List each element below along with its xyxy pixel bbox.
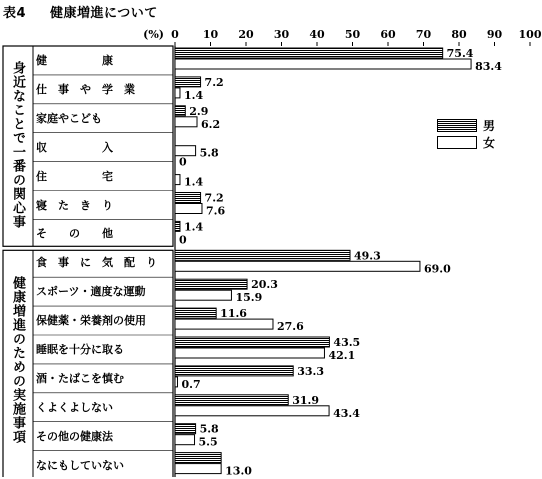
category-label: 仕 事 や 学 業	[36, 82, 135, 96]
tick-label: 80	[451, 28, 467, 41]
male-swatch	[437, 119, 477, 132]
data-label-male: 20.3	[251, 278, 278, 292]
data-label-male: 31.9	[292, 393, 320, 407]
data-label-female: 6.2	[201, 117, 221, 131]
data-label-female: 5.5	[198, 435, 218, 449]
bar-male	[175, 308, 216, 318]
bar-female	[175, 175, 180, 185]
bar-male	[175, 279, 247, 289]
data-label-female: 15.9	[235, 291, 263, 305]
legend	[437, 117, 495, 151]
chart-title: 健康増進について	[50, 6, 158, 21]
tick-label: 40	[309, 28, 325, 41]
data-label-male: 43.5	[333, 336, 361, 349]
category-label: そ の 他	[36, 227, 113, 241]
data-label-female: 83.4	[475, 60, 502, 73]
bar-female	[175, 319, 273, 329]
legend-female	[437, 134, 495, 151]
legend-male	[437, 117, 495, 134]
category-label: 睡眠を十分に取る	[36, 343, 124, 356]
group-label-concern: 身近なことで一番の関心事	[10, 61, 25, 229]
category-label: その他の健康法	[36, 429, 113, 443]
data-label-female: 43.4	[333, 406, 360, 420]
bar-male	[175, 424, 196, 434]
legend-male-label: 男	[483, 119, 496, 133]
tick-label: 20	[238, 28, 254, 41]
data-label-extra: 0	[179, 155, 187, 169]
tick-label: 100	[518, 28, 542, 41]
group-label-health-practices: 健康増進のための実施事項	[10, 276, 25, 444]
category-label: 寝 た き り	[36, 198, 113, 212]
bar-female	[175, 261, 420, 271]
data-label-female: 1.4	[183, 88, 204, 102]
bar-male	[175, 193, 201, 203]
bar-female	[175, 59, 471, 69]
bar-male	[175, 221, 180, 231]
category-label: なにもしていない	[36, 458, 124, 472]
bar-female	[175, 464, 221, 474]
category-label: 健 康	[36, 54, 113, 67]
tick-label: 50	[344, 28, 361, 41]
data-label-male: 1.4	[183, 220, 204, 234]
data-label-female: 0.7	[181, 377, 201, 391]
data-label-male: 49.3	[354, 249, 381, 263]
category-label: くよくよしない	[36, 400, 113, 414]
data-label-female: 69.0	[423, 262, 451, 276]
category-label: 家庭やこども	[36, 111, 102, 125]
category-label: スポーツ・適度な運動	[36, 285, 146, 299]
data-label-female: 7.6	[205, 204, 226, 218]
data-label-male: 7.2	[204, 191, 224, 205]
category-label: 収 入	[36, 140, 113, 154]
bar-female	[175, 88, 180, 98]
data-label-male: 11.6	[220, 307, 247, 321]
bar-male	[175, 366, 293, 376]
bar-female	[175, 348, 324, 358]
data-label-female: 27.6	[276, 320, 304, 334]
data-label-female: 5.8	[199, 146, 219, 160]
bar-female	[175, 204, 202, 214]
bar-male	[175, 77, 201, 87]
legend-female-label: 女	[483, 136, 496, 150]
bar-male	[175, 395, 288, 405]
data-label-female: 1.4	[183, 175, 204, 189]
data-label-male: 5.8	[199, 422, 219, 436]
category-label: 酒・たばこを慎む	[36, 371, 124, 385]
bar-male	[175, 453, 221, 463]
bar-male	[175, 337, 329, 347]
table-number: 表4	[3, 6, 27, 21]
tick-label: 30	[273, 28, 290, 41]
bar-male	[175, 48, 443, 58]
data-label-male: 75.4	[446, 47, 474, 60]
data-label-male: 2.9	[189, 104, 209, 118]
bar-female	[175, 435, 195, 445]
data-label-female: 13.0	[225, 464, 252, 477]
data-label-male: 33.3	[297, 364, 325, 378]
axis-unit: (%)	[143, 28, 164, 41]
tick-label: 0	[171, 28, 179, 41]
bar-female	[175, 377, 177, 387]
bar-female	[175, 290, 231, 300]
data-label-female: 42.1	[328, 349, 356, 362]
tick-label: 60	[380, 28, 396, 41]
bar-male	[175, 250, 350, 260]
category-label: 食 事 に 気 配 り	[36, 256, 157, 270]
bar-female	[175, 406, 329, 416]
data-label-male: 7.2	[204, 75, 224, 89]
bar-female	[175, 117, 197, 127]
data-label-female: 0	[179, 233, 187, 247]
tick-label: 90	[486, 28, 503, 41]
category-label: 住 宅	[36, 169, 113, 183]
tick-label: 10	[202, 28, 219, 41]
female-swatch	[437, 136, 477, 149]
bar-male	[175, 106, 185, 116]
category-label: 保健薬・栄養剤の使用	[36, 314, 146, 328]
tick-label: 70	[415, 28, 432, 41]
bar-female	[175, 146, 196, 156]
